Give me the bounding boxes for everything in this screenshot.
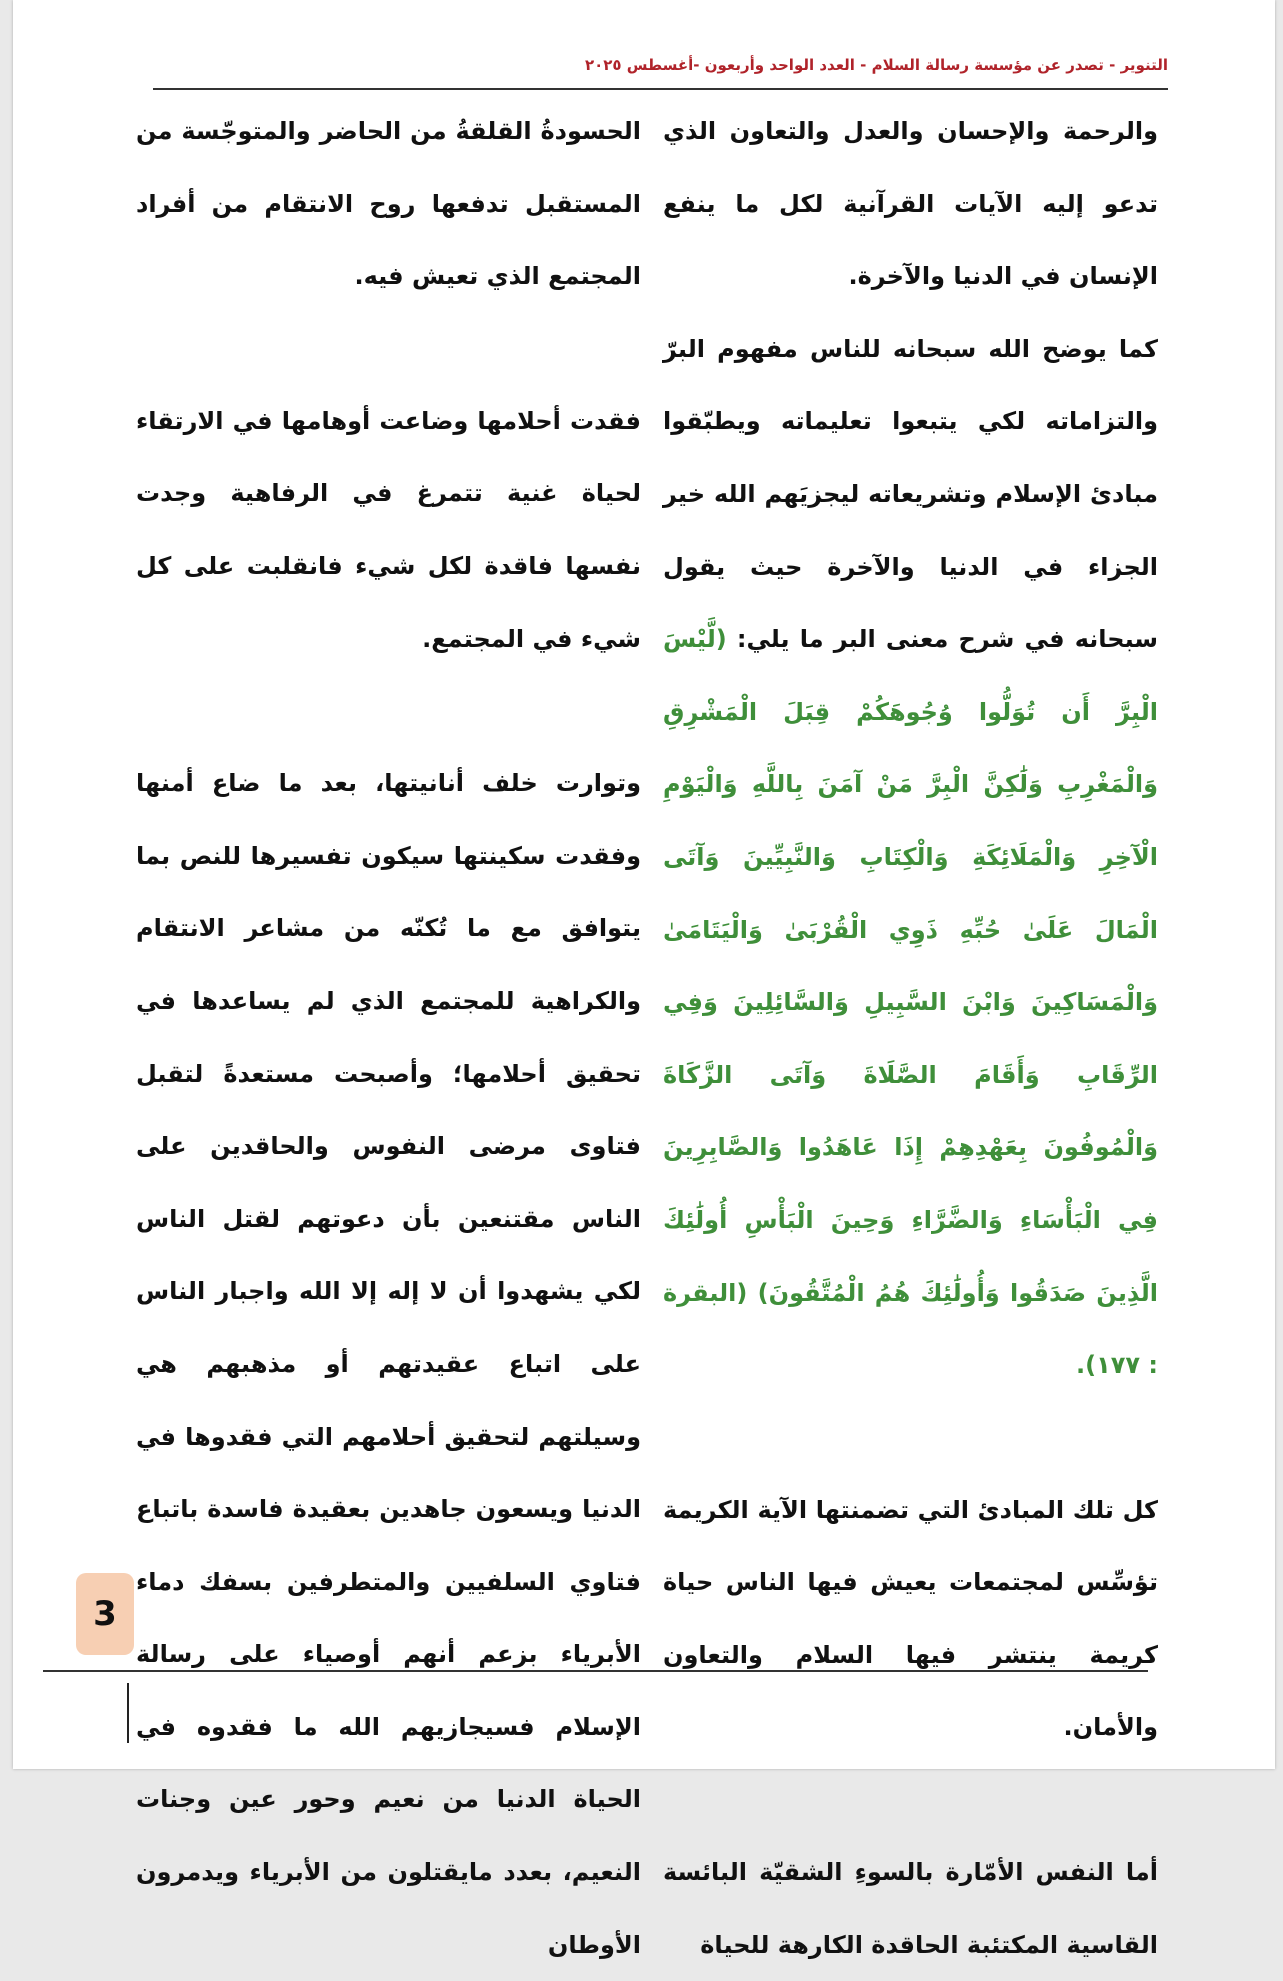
left-paragraph-1: الحسودةُ القلقةُ من الحاضر والمتوجّسة من المستقبل تدفعها روح الانتقام من أفراد المجتمع الذي تعيش فيه. [136,117,641,291]
left-paragraph-2: فقدت أحلامها وضاعت أوهامها في الارتقاء لحياة غنية تتمرغ في الرفاهية وجدت نفسها فاقدة لكل شيء فانقلبت على كل شيء في المجتمع. [136,406,641,653]
right-paragraph-2-intro: كما يوضح الله سبحانه للناس مفهوم البرّ والتزاماته لكي يتبعوا تعليماته ويطبّقوا مبادئ الإسلام وتشريعاته ليجزيَهم الله خير الجزاء في الدنيا والآخرة حيث يقول سبحانه في شرح معنى البر ما يلي: [663,334,1158,654]
right-paragraph-2 [663,313,1158,1402]
page-number-badge: 3 [76,1573,134,1655]
paragraph-spacer [136,313,641,385]
left-paragraph-3: وتوارت خلف أنانيتها، بعد ما ضاع أمنها وفقدت سكينتها سيكون تفسيرها للنص بما يتوافق مع ما تُكنّه من مشاعر الانتقام والكراهية للمجتمع الذي لم يساعدها في تحقيق أحلامها؛ وأصبحت مستعدةً لتقبل فتاوى مرضى النفوس والحاقدين على الناس مقتنعين بأن دعوتهم لقتل الناس لكي يشهدوا أن لا إله إلا الله واجبار الناس على اتباع عقيدتهم أو مذهبهم هي وسيلتهم لتحقيق أحلامهم التي فقدوها في الدنيا ويسعون جاهدين بعقيدة فاسدة باتباع فتاوي السلفيين والمتطرفين بسفك دماء الأبرياء بزعم أنهم أوصياء على رسالة الإسلام فسيجازيهم الله ما فقدوه في الحياة الدنيا من نعيم وحور عين وجنات النعيم، بعدد مايقتلون من الأبرياء ويدمرون الأوطان [136,769,641,1959]
right-paragraph-4: أما النفس الأمّارة بالسوءِ الشقيّة البائسة القاسية المكتئبة الحاقدة الكارهة للحياة [663,1858,1158,1959]
header-rule [153,88,1168,90]
magazine-page [13,0,1275,1959]
right-paragraph-3: كل تلك المبادئ التي تضمنتها الآية الكريمة تؤسِّس لمجتمعات يعيش فيها الناس حياة كريمة ينتشر فيها السلام والتعاون والأمان. [663,1495,1158,1742]
paragraph-spacer [136,675,641,747]
paragraph-spacer [663,1402,1158,1474]
text-cursor [127,1683,129,1743]
footer-rule [43,1670,1148,1672]
quran-verse: (لَّيْسَ الْبِرَّ أَن تُوَلُّوا وُجُوهَكُمْ قِبَلَ الْمَشْرِقِ وَالْمَغْرِبِ وَلَٰكِنَّ الْبِرَّ مَنْ آمَنَ بِاللَّهِ وَالْيَوْمِ الْآخِرِ وَالْمَلَائِكَةِ وَالْكِتَابِ وَالنَّبِيِّينَ وَآتَى الْمَالَ عَلَىٰ حُبِّهِ ذَوِي الْقُرْبَىٰ وَالْيَتَامَىٰ وَالْمَسَاكِينَ وَابْنَ السَّبِيلِ وَالسَّائِلِينَ وَفِي الرِّقَابِ وَأَقَامَ الصَّلَاةَ وَآتَى الزَّكَاةَ وَالْمُوفُونَ بِعَهْدِهِمْ إِذَا عَاهَدُوا وَالصَّابِرِينَ فِي الْبَأْسَاءِ وَالضَّرَّاءِ وَحِينَ الْبَأْسِ أُولَٰئِكَ الَّذِينَ صَدَقُوا وَأُولَٰئِكَ هُمُ الْمُتَّقُونَ) [663,625,1158,1307]
right-column [663,95,1158,1959]
running-header: التنوير - تصدر عن مؤسسة رسالة السلام - العدد الواحد وأربعون -أغسطس ٢٠٢٥ [584,56,1168,74]
verse-reference: (البقرة : ١٧٧). [663,1278,1158,1380]
paragraph-spacer [663,1764,1158,1836]
left-column [136,95,641,1959]
right-paragraph-1: والرحمة والإحسان والعدل والتعاون الذي تدعو إليه الآيات القرآنية لكل ما ينفع الإنسان في الدنيا والآخرة. [663,117,1158,291]
